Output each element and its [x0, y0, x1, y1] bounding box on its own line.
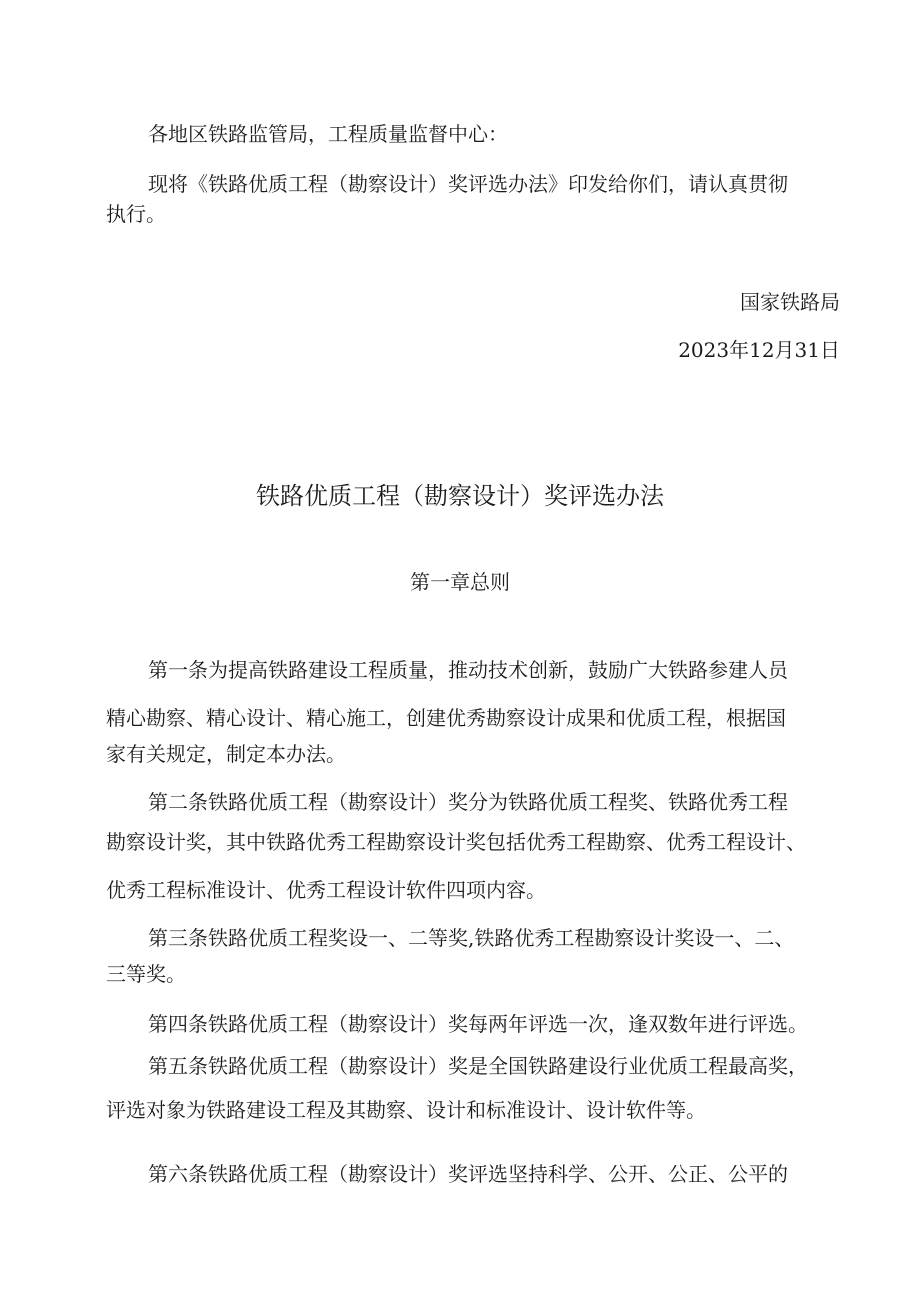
article-line: 勘察设计奖，其中铁路优秀工程勘察设计奖包括优秀工程勘察、优秀工程设计、: [106, 830, 806, 854]
article-line: 第一条为提高铁路建设工程质量，推动技术创新，鼓励广大铁路参建人员: [148, 658, 788, 682]
article-line: 第二条铁路优质工程（勘察设计）奖分为铁路优质工程奖、铁路优秀工程: [148, 790, 788, 814]
article-line: 第五条铁路优质工程（勘察设计）奖是全国铁路建设行业优质工程最高奖，: [148, 1054, 808, 1078]
article-line: 精心勘察、精心设计、精心施工，创建优秀勘察设计成果和优质工程，根据国: [106, 706, 786, 730]
salutation: 各地区铁路监管局，工程质量监督中心：: [148, 122, 508, 146]
article-line: 第四条铁路优质工程（勘察设计）奖每两年评选一次，逢双数年进行评选。: [148, 1012, 808, 1036]
article-line: 第三条铁路优质工程奖设一、二等奖,铁路优秀工程勘察设计奖设一、二、: [148, 926, 795, 950]
chapter-heading: 第一章总则: [410, 570, 510, 594]
article-line: 优秀工程标准设计、优秀工程设计软件四项内容。: [106, 878, 546, 902]
notice-body-line: 现将《铁路优质工程（勘察设计）奖评选办法》印发给你们，请认真贯彻: [148, 172, 788, 196]
article-line: 家有关规定，制定本办法。: [106, 742, 346, 766]
issue-date: 2023年12月31日: [678, 338, 840, 362]
document-title: 铁路优质工程（勘察设计）奖评选办法: [256, 482, 664, 510]
issuer: 国家铁路局: [740, 290, 840, 314]
article-line: 三等奖。: [106, 962, 186, 986]
notice-body-line: 执行。: [106, 202, 166, 226]
article-line: 第六条铁路优质工程（勘察设计）奖评选坚持科学、公开、公正、公平的: [148, 1162, 788, 1186]
article-line: 评选对象为铁路建设工程及其勘察、设计和标准设计、设计软件等。: [106, 1098, 706, 1122]
